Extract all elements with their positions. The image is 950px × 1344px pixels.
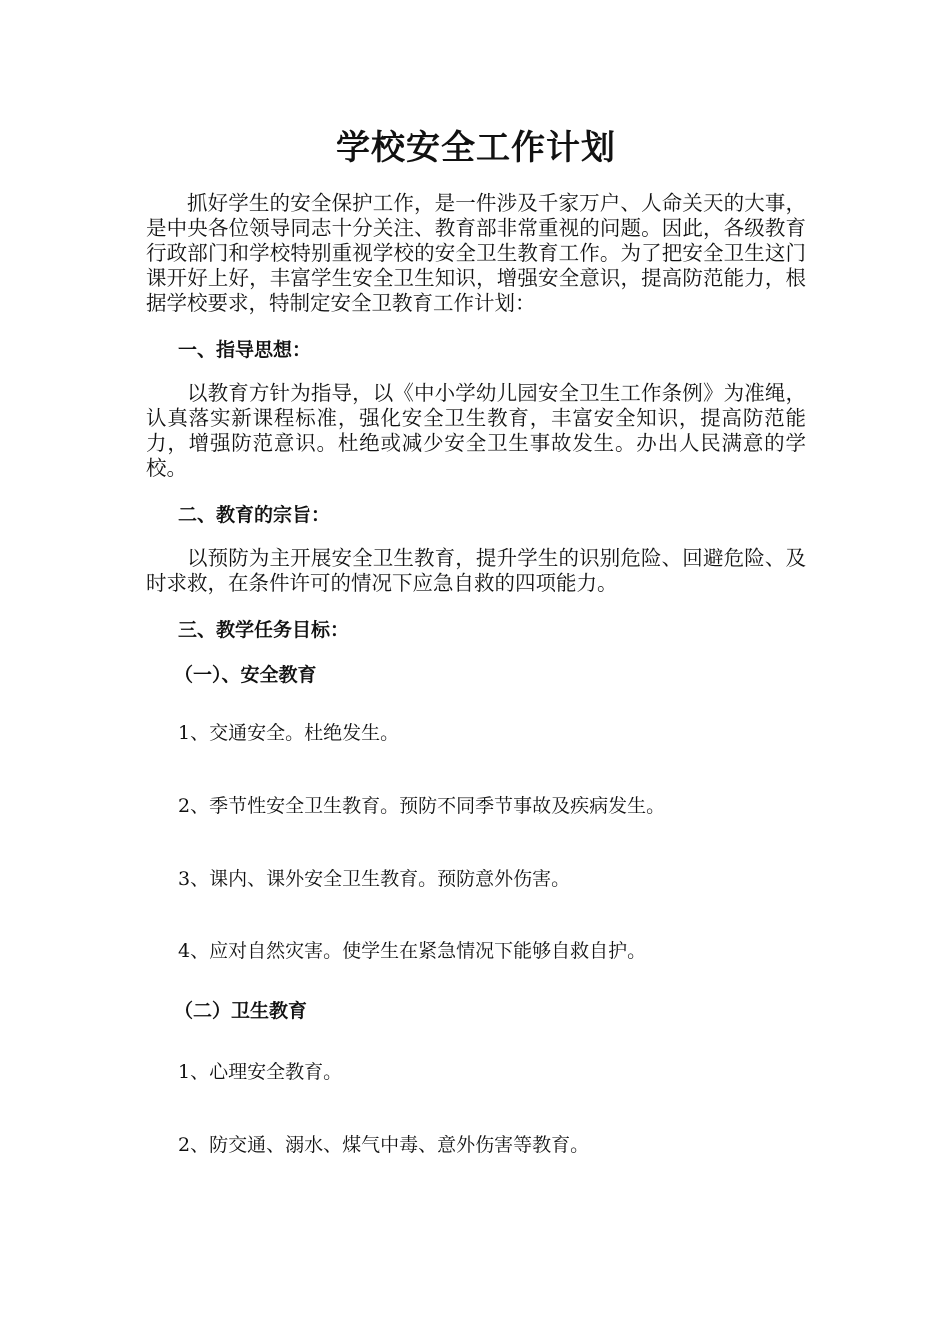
safety-item-4: 4、应对自然灾害。使学生在紧急情况下能够自救自护。	[178, 939, 647, 962]
subsection-heading-safety: （一）、安全教育	[174, 663, 317, 686]
health-item-2: 2、防交通、溺水、煤气中毒、意外伤害等教育。	[178, 1133, 590, 1156]
document-title: 学校安全工作计划	[336, 128, 616, 168]
subsection-heading-health: （二）卫生教育	[174, 999, 308, 1022]
safety-item-1: 1、交通安全。杜绝发生。	[178, 721, 400, 744]
section-heading-guiding-thought: 一、指导思想：	[178, 338, 312, 361]
safety-item-3: 3、课内、课外安全卫生教育。预防意外伤害。	[178, 867, 571, 890]
safety-item-2: 2、季节性安全卫生教育。预防不同季节事故及疾病发生。	[178, 794, 666, 817]
intro-paragraph: 抓好学生的安全保护工作，是一件涉及千家万户、人命关天的大事，是中央各位领导同志十分关注、教育部非常重视的问题。因此，各级教育行政部门和学校特别重视学校的安全卫生教育工作。为了把安全卫生这门课开好上好，丰富学生安全卫生知识，增强安全意识，提高防范能力，根据学校要求，特制定安全卫教育工作计划：	[146, 190, 806, 315]
health-item-1: 1、心理安全教育。	[178, 1060, 343, 1083]
section-heading-purpose: 二、教育的宗旨：	[178, 503, 331, 526]
section-body-purpose: 以预防为主开展安全卫生教育，提升学生的识别危险、回避危险、及时求救，在条件许可的情况下应急自救的四项能力。	[146, 545, 806, 595]
section-body-guiding-thought: 以教育方针为指导，以《中小学幼儿园安全卫生工作条例》为准绳，认真落实新课程标准，强化安全卫生教育，丰富安全知识，提高防范能力，增强防范意识。杜绝或减少安全卫生事故发生。办出人民满意的学校。	[146, 380, 806, 480]
section-heading-teaching-goals: 三、教学任务目标：	[178, 618, 350, 641]
document-page	[146, 128, 806, 1158]
